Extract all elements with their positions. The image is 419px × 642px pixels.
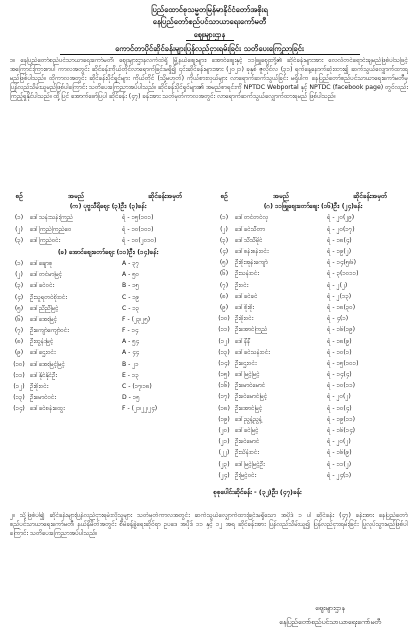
row-name: ဒေါ်ခင်စန်းထွေး xyxy=(30,405,65,413)
row-shop-number: ရံ - ၁၅(၁၀၁) xyxy=(327,359,359,367)
left-column xyxy=(8,192,208,415)
row-index: (၁၅) xyxy=(218,371,230,379)
row-name: ဒေါ်ဌေးဝင်း xyxy=(30,349,56,357)
left-group1-list xyxy=(8,213,208,247)
row-shop-number: C - ၁၃ xyxy=(122,304,140,312)
row-name: ဒေါ်အေးမြင့် xyxy=(30,315,58,323)
row-name: ဒေါ်သီသီမိုင် xyxy=(235,236,263,244)
table-row xyxy=(213,336,413,347)
row-name: ဒေါ်ကြည်ကြည်ဝေ xyxy=(30,225,72,233)
row-index: (၆) xyxy=(219,270,229,278)
table-row xyxy=(213,426,413,437)
row-name: ဦးကျော်ကျော်ဝင်း xyxy=(30,327,69,335)
row-index: (၇) xyxy=(14,327,24,335)
paragraph-2: ၂။ သို့ဖြစ်ပါ၍ ဆိုင်ခန်းများပြန်လည်ငှားရမ်းလိုသူများ သတ်မှတ်ကာလအတွင်း ဆက်သွယ်လျှောက်ထားခြင်းမရှိသော အပိုဒ် ၁ ပါ ဆိုင်ခန်း (၄၇) ခန်းအား နေပြည်တော်စည်ပင်သာယာရေးကော်မတီ၊ နယ်နိမိတ်အတွင်း စီမံခန့်ခွဲရေးဆိုင်ရာ ဥပဒေ အပိုဒ် ၁၁ နှင့် ၁၂ အရ ဆိုင်ခန်းအား ပြန်လည်သိမ်းယူ၍ ပြန်လည်ငှားရမ်းခြင်း ပြုလုပ်သွားမည်ဖြစ်ပါကြောင်း သတိပေးကြေညာအပ်ပါသည်။ xyxy=(10,512,408,537)
notice-title: ကောင်တာပိုင်ဆိုင်ခန်းများပြန်လည်ငှားရမ်းခြင်း သတိပေးကြေညာခြင်း xyxy=(115,44,304,53)
header-sr: စဉ် xyxy=(15,192,23,200)
row-index: (၁၄) xyxy=(13,405,25,413)
right-column-header xyxy=(213,192,413,201)
row-index: (၅) xyxy=(14,304,24,312)
row-index: (၂) xyxy=(15,271,23,279)
row-index: (၁) xyxy=(14,259,24,267)
row-index: (၄) xyxy=(219,248,229,255)
row-shop-number: A - ၄၄ xyxy=(122,349,140,357)
row-shop-number: ရံ - ၁၀(၁၁) xyxy=(327,382,356,390)
right-group1-list xyxy=(213,213,413,482)
row-shop-number: ရံ - ၁၅(၁၀၁) xyxy=(122,214,154,222)
row-name: ဒေါ်ညွန့်ညွန့် xyxy=(235,415,263,423)
row-index: (၁၃) xyxy=(13,394,25,402)
table-row xyxy=(8,360,208,371)
table-row xyxy=(8,224,208,235)
row-shop-number: ရံ - ၂(၂) xyxy=(327,281,348,289)
table-row xyxy=(213,415,413,426)
row-name: ဒေါ်တင်တင်လှ xyxy=(235,214,269,222)
row-shop-number: ရံ - ၂(၁၃) xyxy=(327,292,352,300)
row-name: ဦးမောင်မောင် xyxy=(235,382,266,390)
department-heading: ဈေးများဌာန xyxy=(193,30,226,39)
row-shop-number: ရံ - ၁၉(၂) xyxy=(327,248,352,255)
row-index: (၂၂) xyxy=(218,449,230,457)
row-shop-number: ရံ - ၁၁(၂) xyxy=(327,460,352,468)
row-shop-number: ရံ - ၁၈(၄) xyxy=(327,236,352,244)
signature-department: ဈေးများဌာန xyxy=(315,604,345,612)
row-name: ဒေါ်မြင့်မြင့် xyxy=(235,371,260,379)
row-name: ဒေါ်နီနီ xyxy=(235,337,251,345)
table-row xyxy=(213,448,413,459)
table-row xyxy=(8,304,208,315)
row-index: (၈) xyxy=(14,338,24,346)
row-name: ဦးဝင်း xyxy=(235,281,249,289)
table-row xyxy=(8,270,208,281)
row-index: (၁၃) xyxy=(218,348,230,356)
row-name: ဦးထွန်းမြင့် xyxy=(30,338,54,346)
row-shop-number: F - (၂၁၊၂၂၊၂၄) xyxy=(122,405,158,413)
paragraph-1: ၁။ နေပြည်တော်စည်ပင်သာယာရေးကော်မတီ၊ ဈေးများဌာနလက်ထဲရှိ မြို့နယ်ဈေးများ၊ အောင်ဈေးနှင့် ၁၁ဖြူဈေးတို့၏ ဆိုင်ခန်းများအား လေလံတင်ရောင်းချမည်ဖြစ်ပါသဖြင့် အကြောင်းကြားစာပါ ကာလအတွင်း ဆိုင်ခန်းကိုယ်တိုင်လာရောက်ခြင်းမရှိ၍ ၎င်းဆိုင်ခန်းများအား (၂၀၂၁) ခုနှစ် ဇူလိုင်လ (၃၁) ရက်နေ့နောက်ဆုံးထား၍ ဆက်သွယ်လျှောက်ထားရမည်ဖြစ်ပါသည်။ ထိုကာလအတွင်း ဆိုင်ခန်းပိုင်ရှင်များ ကိုယ်တိုင် (သို့မဟုတ်) ကိုယ်စားလှယ်များ လာရောက်ဆက်သွယ်ခြင်း မရှိပါက နေပြည်တော်စည်ပင်သာယာရေးကော်မတီမှ ပြန်လည်သိမ်းယူမည်ဖြစ်ပါကြောင်း သတိပေးကြေညာအပ်ပါသည်။ ဆိုင်ခန်းပိုင်ရှင်များ၏ အမည်စာရင်းကို NPTDC Webportal နှင့် NPTDC (facebook page) တွင်လည်း ကြည့်ရှုနိုင်ပါသည်။ ထို့ပြင် အောက်ဖော်ပြပါ ဆိုင်ခန်း (၄၇) ခန်းအား သတ်မှတ်ကာလအတွင်း လာရောက်ဆက်သွယ်လျှောက်ထားရမည် ဖြစ်ပါသည်။ xyxy=(10,57,408,100)
table-row xyxy=(213,292,413,303)
row-shop-number: ရံ - ၂၀(၁၇) xyxy=(327,225,355,233)
row-index: (၁၁) xyxy=(13,371,25,379)
row-shop-number: ရံ - ၁၀(၄) xyxy=(327,404,352,412)
row-index: (၁၈) xyxy=(218,404,230,412)
row-name: ဦးခင်မောင် xyxy=(235,438,260,446)
row-shop-number: ရံ - ၂၄(၁) xyxy=(327,471,352,479)
row-name: ဦးစိုးအုန်းကျော် xyxy=(235,259,268,267)
row-shop-number: ရံ - ၁၆(၁၄) xyxy=(327,427,356,434)
table-row xyxy=(213,348,413,359)
row-name: ဦးသန်းဝင်း xyxy=(235,270,259,278)
row-index: (၂၃) xyxy=(218,460,230,468)
row-shop-number: ရံ - ၁၉(၁၁) xyxy=(327,415,356,423)
row-name: ဒေါ်စိုးစိုး xyxy=(235,303,254,311)
row-name: ဦးစိုးဝင်း xyxy=(30,383,49,391)
row-name: ဒေါ်နိုင်နိုင်ဦး xyxy=(30,371,57,379)
header-name: အမည် xyxy=(273,192,289,200)
row-index: (၂) xyxy=(15,225,23,233)
row-index: (၂၄) xyxy=(218,471,230,479)
row-index: (၁၆) xyxy=(218,382,230,390)
row-shop-number: F - ၁၄ xyxy=(122,327,139,335)
signature-committee: နေပြည်တော်စည်ပင်သာယာရေးကော်မတီ xyxy=(279,618,381,626)
row-name: ဒေါ်ညီညီမြင့် xyxy=(30,304,59,312)
row-shop-number: ရံ - ၁၈(၃၀) xyxy=(327,303,356,311)
table-row xyxy=(213,224,413,235)
row-index: (၁) xyxy=(14,214,24,222)
row-shop-number: E - ၁၃ xyxy=(122,371,139,379)
row-index: (၁) xyxy=(219,214,229,222)
row-shop-number: ရံ - ၂၀(၂) xyxy=(327,393,351,401)
table-row xyxy=(8,371,208,382)
table-row xyxy=(213,403,413,414)
row-shop-number: C - (၁၇၊၁၈) xyxy=(122,383,152,391)
table-row xyxy=(213,359,413,370)
row-name: ဦးသူရတင်စိုးဝင်း xyxy=(30,293,67,301)
left-column-header xyxy=(8,192,208,201)
row-name: ဦးသိန်းဝင်း xyxy=(235,449,259,457)
row-shop-number: B - ၁၅ xyxy=(122,282,140,290)
row-shop-number: C - ၁၉ xyxy=(122,293,140,301)
row-index: (၇) xyxy=(219,281,229,289)
row-name: ဒေါ်အေးမြင့်မြင့် xyxy=(30,360,65,368)
row-shop-number: ရံ - ၁၆(၁၉) xyxy=(327,326,356,334)
row-name: ဒေါ်ကြည်ဝင်း xyxy=(30,236,61,244)
table-row xyxy=(213,213,413,224)
row-name: ဒေါ်ခင်ခင် xyxy=(235,292,258,300)
row-index: (၃) xyxy=(14,282,24,290)
table-row xyxy=(213,459,413,470)
table-row xyxy=(213,325,413,336)
table-row xyxy=(8,292,208,303)
table-row xyxy=(8,404,208,415)
table-row xyxy=(213,280,413,291)
row-index: (၉) xyxy=(219,303,229,311)
row-shop-number: ရံ - ၁၀(၂၀၁၀) xyxy=(122,236,157,244)
row-index: (၁၀) xyxy=(13,360,25,368)
table-row xyxy=(213,392,413,403)
row-shop-number: ရံ - ၁၀(၁) xyxy=(327,348,352,356)
header-shop: ဆိုင်ခန်းအမှတ် xyxy=(148,192,182,200)
department-underline xyxy=(186,40,234,41)
table-row xyxy=(213,269,413,280)
row-index: (၉) xyxy=(14,349,24,357)
row-shop-number: ရံ - ၃(၁၀၁၁) xyxy=(327,270,359,278)
row-name: ဦးဖိုးဝင်း xyxy=(235,315,254,323)
table-row xyxy=(8,326,208,337)
table-row xyxy=(213,471,413,482)
total-summary: စုစုပေါင်းဆိုင်ခန်း - (၃၂)ဦး၊ (၄၇)ခန်း xyxy=(213,488,302,496)
row-index: (၁၄) xyxy=(218,359,230,367)
table-row xyxy=(8,281,208,292)
row-index: (၂၀) xyxy=(218,427,230,434)
row-shop-number: ရံ - ၁၄(၄) xyxy=(327,371,352,379)
right-column xyxy=(213,192,413,482)
row-name: ဒေါ်ချောစု xyxy=(30,259,53,267)
row-name: ဦးအောင်ကြည် xyxy=(235,326,268,334)
table-row xyxy=(8,337,208,348)
row-shop-number: ရံ - ၁၈(၉) xyxy=(327,337,352,345)
row-index: (၁၂) xyxy=(218,337,230,345)
table-row xyxy=(213,258,413,269)
group-heading: (က) ပုဗ္ဗသီရိဈေး (၃)ဦး၊ (၃)ခန်း xyxy=(69,203,147,211)
table-row xyxy=(8,393,208,404)
table-row xyxy=(213,437,413,448)
row-shop-number: ရံ - ၂၀(၂) xyxy=(327,438,351,446)
row-shop-number: F - (၂၃၊၂၅) xyxy=(122,315,151,323)
row-name: ဒေါ်တင်မာမြင့် xyxy=(30,271,63,279)
row-name: ဒေါ်မြင့်မြင့်ဦး xyxy=(235,460,265,468)
row-name: ဒေါ်စန်းစန်းဝင်း xyxy=(235,248,269,255)
row-index: (၄) xyxy=(14,293,24,301)
row-shop-number: D - ၁၅ xyxy=(122,394,140,402)
table-row xyxy=(213,381,413,392)
title-underline xyxy=(60,54,360,55)
row-index: (၁၀) xyxy=(218,315,230,323)
row-shop-number: ရံ - ၂၀(၂၉) xyxy=(327,214,355,222)
row-name: ဒေါ်ခင်မြင့် xyxy=(235,427,259,434)
row-index: (၁၂) xyxy=(13,383,25,391)
table-row xyxy=(8,348,208,359)
committee-heading: နေပြည်တော်စည်ပင်သာယာရေးကော်မတီ xyxy=(152,17,267,26)
government-heading: ပြည်ထောင်စုသမ္မတမြန်မာနိုင်ငံတော်အစိုးရ xyxy=(151,5,268,14)
row-name: ဦးမြင့်ဝင်း xyxy=(235,471,257,479)
row-index: (၈) xyxy=(219,292,229,300)
row-shop-number: ရံ - ၁၆(၉) xyxy=(327,449,352,457)
row-shop-number: A - ၅၀ xyxy=(122,271,140,279)
row-name: ဦးဌေးဝင်း xyxy=(235,359,257,367)
row-name: ဦးအောင်မြင့် xyxy=(235,404,263,412)
row-name: ဦးမောင်ဝင်း xyxy=(30,394,56,402)
table-row xyxy=(8,382,208,393)
row-index: (၁၉) xyxy=(218,415,230,423)
row-name: ဒေါ်ခင်ဝင်း xyxy=(30,282,55,290)
row-shop-number: ရံ - ၄(၁) xyxy=(327,315,349,323)
row-shop-number: ရံ - ၁၀(၁၀၁) xyxy=(122,225,154,233)
table-row xyxy=(8,315,208,326)
table-row xyxy=(213,370,413,381)
row-index: (၂၁) xyxy=(218,438,230,446)
header-shop: ဆိုင်ခန်းအမှတ် xyxy=(353,192,387,200)
row-index: (၃) xyxy=(219,236,229,244)
row-shop-number: B - ၂၁ xyxy=(122,360,139,368)
row-index: (၂) xyxy=(220,225,228,233)
row-index: (၆) xyxy=(14,315,24,323)
shop-tables xyxy=(8,192,412,504)
group-heading: (ခ) အောင်ဈေးတော်ဈေး (၁၁)ဦး၊ (၁၄)ခန်း xyxy=(57,248,159,256)
row-name: ဒေါ်ခင်သီတာ xyxy=(235,225,266,233)
row-index: (၁၁) xyxy=(218,326,230,334)
table-row xyxy=(213,247,413,258)
row-name: ဦးခင်မောင်မြင့် xyxy=(235,393,268,401)
table-row xyxy=(8,213,208,224)
row-shop-number: ရံ - ၁၄(၅၊၆) xyxy=(327,259,357,267)
table-row xyxy=(8,236,208,247)
table-row xyxy=(213,303,413,314)
header-name: အမည် xyxy=(68,192,84,200)
group-heading: (ဂ) ၁၁ဖြူဈေးတော်ဈေး (၁၆)ဦး၊ (၂၄)ခန်း xyxy=(263,203,363,211)
header-sr: စဉ် xyxy=(220,192,228,200)
table-row xyxy=(213,236,413,247)
row-name: ဒေါ်သန်းသန်းကြည် xyxy=(30,214,74,222)
row-name: ဒေါ်ခင်သန်းဝင်း xyxy=(235,348,270,356)
left-group2-list xyxy=(8,259,208,416)
row-index: (၁၇) xyxy=(218,393,230,401)
table-row xyxy=(213,314,413,325)
row-shop-number: A - ၃၇ xyxy=(122,259,140,267)
row-index: (၅) xyxy=(219,259,229,267)
row-shop-number: A - ၅၄ xyxy=(122,338,140,346)
row-index: (၃) xyxy=(14,236,24,244)
table-row xyxy=(8,259,208,270)
